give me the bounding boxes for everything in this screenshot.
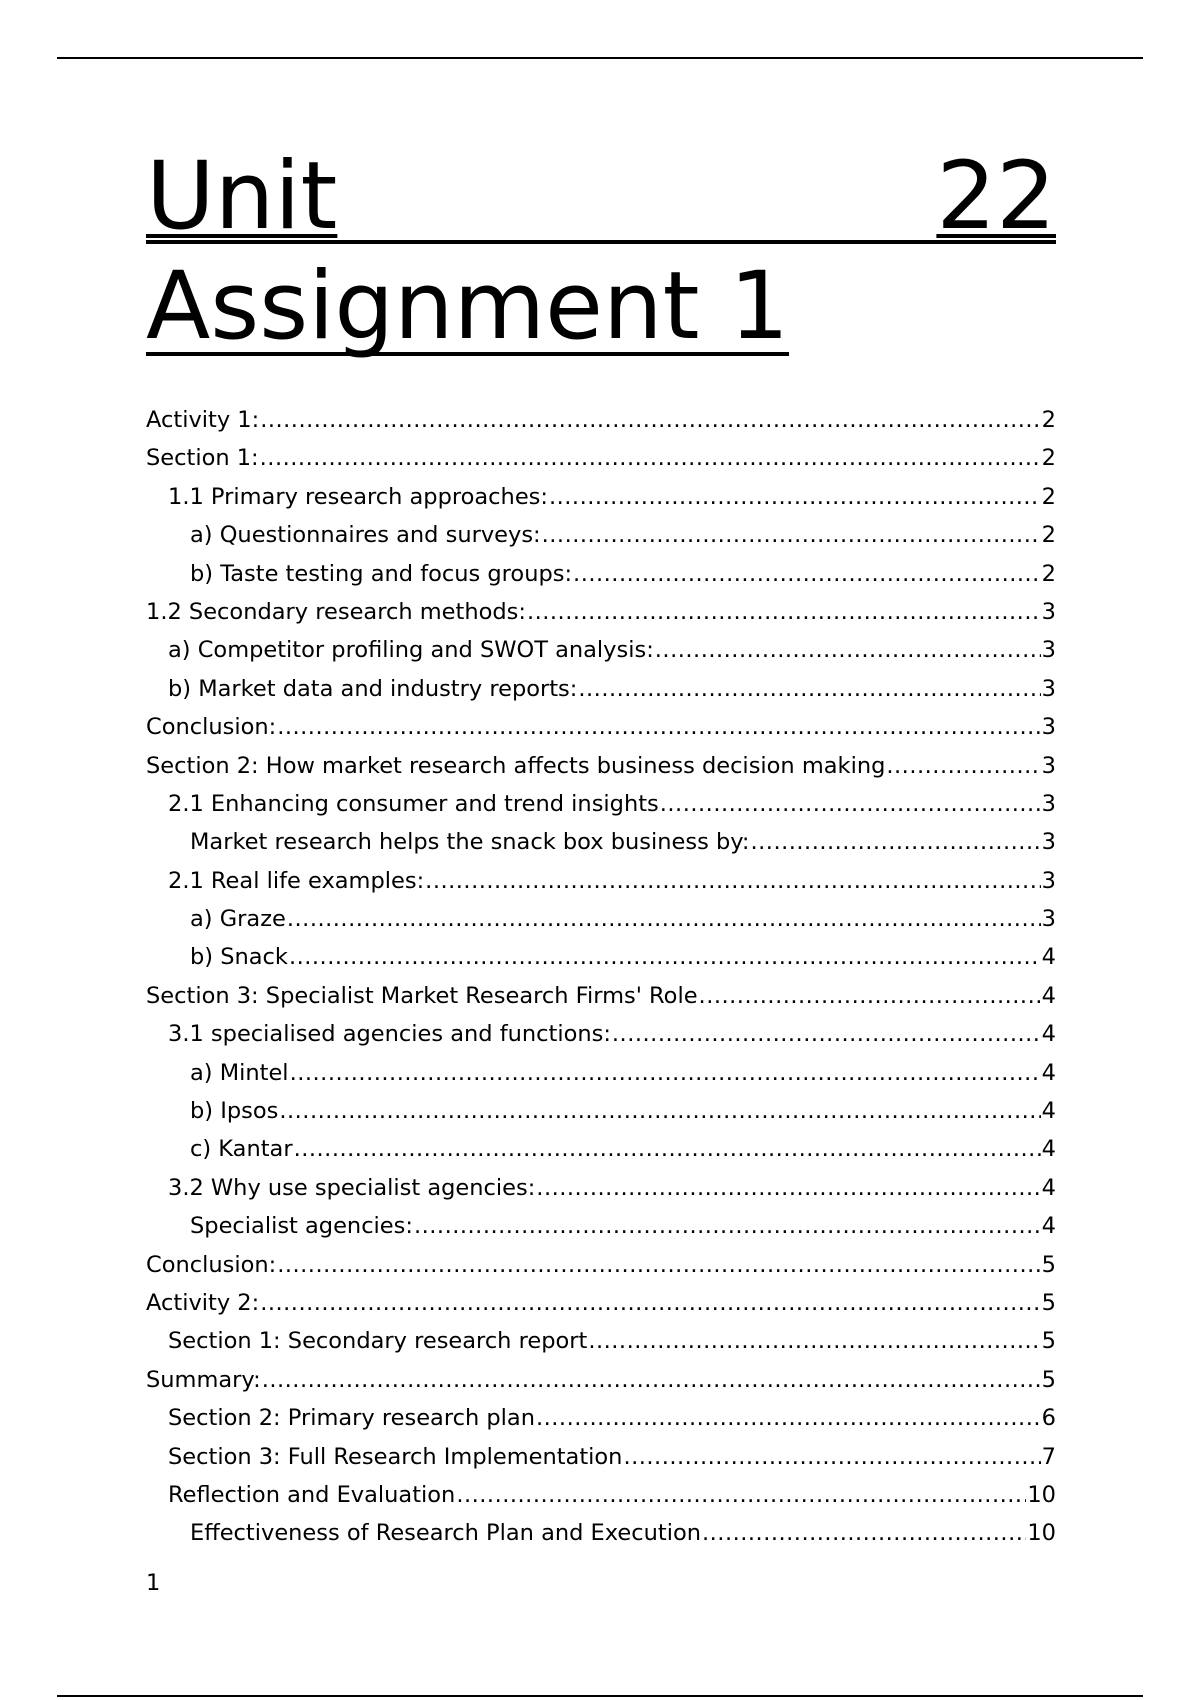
- toc-entry-label: 2.1 Real life examples:: [168, 867, 425, 894]
- toc-entry-page: 3: [1041, 598, 1056, 625]
- toc-dot-leader: [527, 593, 1041, 631]
- title-word-unit: Unit: [146, 142, 338, 251]
- header-rule: [57, 57, 1143, 59]
- toc-dot-leader: [262, 1361, 1041, 1399]
- toc-entry-page: 3: [1041, 790, 1056, 817]
- toc-entry[interactable]: [146, 785, 1056, 823]
- toc-dot-leader: [414, 1207, 1041, 1245]
- toc-entry-page: 4: [1041, 944, 1056, 971]
- toc-entry-label: Summary:: [146, 1366, 261, 1393]
- toc-entry[interactable]: [146, 555, 1056, 593]
- title-line-1: [146, 142, 1056, 251]
- toc-entry[interactable]: [146, 708, 1056, 746]
- toc-dot-leader: [623, 1438, 1040, 1476]
- toc-entry-label: Conclusion:: [146, 714, 277, 741]
- toc-entry-page: 4: [1041, 1098, 1056, 1125]
- toc-entry-label: Section 3: Full Research Implementation: [168, 1443, 623, 1470]
- toc-entry-label: Section 3: Specialist Market Research Firms' Role: [146, 982, 698, 1009]
- toc-entry-page: 5: [1041, 1366, 1056, 1393]
- toc-entry[interactable]: [146, 977, 1056, 1015]
- toc-entry[interactable]: [146, 862, 1056, 900]
- toc-entry-page: 5: [1041, 1289, 1056, 1316]
- toc-entry[interactable]: [146, 1015, 1056, 1053]
- toc-entry[interactable]: [146, 1284, 1056, 1322]
- toc-dot-leader: [750, 823, 1040, 861]
- toc-dot-leader: [287, 900, 1041, 938]
- toc-entry-page: 4: [1041, 1213, 1056, 1240]
- title-line-2: Assignment 1: [146, 252, 790, 361]
- toc-entry-page: 4: [1041, 982, 1056, 1009]
- toc-entry-label: 1.2 Secondary research methods:: [146, 598, 526, 625]
- toc-entry-label: Section 2: Primary research plan: [168, 1405, 535, 1432]
- toc-entry-label: Section 1:: [146, 445, 259, 472]
- toc-entry-label: 3.2 Why use specialist agencies:: [168, 1174, 536, 1201]
- toc-dot-leader: [294, 1130, 1041, 1168]
- toc-entry-page: 10: [1027, 1520, 1056, 1547]
- toc-entry[interactable]: [146, 1514, 1056, 1552]
- toc-dot-leader: [573, 555, 1041, 593]
- toc-entry-label: 2.1 Enhancing consumer and trend insights: [168, 790, 659, 817]
- toc-entry[interactable]: [146, 1476, 1056, 1514]
- toc-dot-leader: [588, 1322, 1040, 1360]
- toc-entry-label: b) Market data and industry reports:: [168, 675, 578, 702]
- page-number: 1: [146, 1570, 161, 1596]
- toc-dot-leader: [290, 1054, 1041, 1092]
- toc-entry-page: 10: [1027, 1481, 1056, 1508]
- toc-dot-leader: [536, 1169, 1040, 1207]
- toc-entry-page: 3: [1041, 637, 1056, 664]
- toc-dot-leader: [612, 1015, 1041, 1053]
- toc-dot-leader: [289, 938, 1041, 976]
- toc-entry-page: 3: [1041, 714, 1056, 741]
- toc-dot-leader: [536, 1399, 1041, 1437]
- toc-entry-page: 7: [1041, 1443, 1056, 1470]
- table-of-contents: [146, 401, 1056, 1553]
- toc-dot-leader: [260, 401, 1040, 439]
- toc-dot-leader: [260, 439, 1041, 477]
- toc-entry-page: 4: [1041, 1174, 1056, 1201]
- toc-entry[interactable]: [146, 823, 1056, 861]
- toc-entry-label: c) Kantar: [190, 1136, 293, 1163]
- toc-entry-label: Activity 2:: [146, 1289, 260, 1316]
- toc-entry-label: Activity 1:: [146, 407, 260, 433]
- toc-entry[interactable]: [146, 593, 1056, 631]
- toc-entry[interactable]: [146, 747, 1056, 785]
- toc-entry-label: 1.1 Primary research approaches:: [168, 483, 548, 510]
- document-title: [146, 142, 1056, 363]
- toc-entry[interactable]: [146, 1054, 1056, 1092]
- toc-entry-label: Effectiveness of Research Plan and Execution: [190, 1520, 701, 1547]
- toc-entry-page: 3: [1041, 675, 1056, 702]
- toc-entry-page: 2: [1041, 522, 1056, 549]
- footer-rule: [57, 1695, 1143, 1697]
- toc-dot-leader: [655, 631, 1041, 669]
- toc-dot-leader: [886, 747, 1040, 785]
- toc-entry-label: b) Ipsos: [190, 1098, 279, 1125]
- toc-entry-page: 3: [1041, 867, 1056, 894]
- toc-dot-leader: [279, 1092, 1040, 1130]
- toc-entry-page: 2: [1041, 445, 1056, 472]
- toc-entry[interactable]: [146, 1246, 1056, 1284]
- toc-dot-leader: [277, 708, 1040, 746]
- toc-entry[interactable]: [146, 439, 1056, 477]
- toc-entry-page: 3: [1041, 752, 1056, 779]
- toc-entry-page: 5: [1041, 1328, 1056, 1355]
- toc-entry[interactable]: [146, 516, 1056, 554]
- toc-entry-label: 3.1 specialised agencies and functions:: [168, 1021, 611, 1048]
- toc-dot-leader: [277, 1246, 1040, 1284]
- toc-entry[interactable]: [146, 1322, 1056, 1360]
- toc-entry[interactable]: [146, 478, 1056, 516]
- toc-entry[interactable]: [146, 1399, 1056, 1437]
- toc-entry[interactable]: [146, 1092, 1056, 1130]
- toc-entry-page: 6: [1041, 1405, 1056, 1432]
- toc-dot-leader: [549, 478, 1041, 516]
- toc-dot-leader: [425, 862, 1041, 900]
- toc-entry-label: Reflection and Evaluation: [168, 1481, 456, 1508]
- toc-entry-label: a) Graze: [190, 906, 286, 933]
- toc-dot-leader: [542, 516, 1041, 554]
- toc-dot-leader: [660, 785, 1041, 823]
- toc-entry[interactable]: [146, 670, 1056, 708]
- toc-entry-label: a) Competitor profiling and SWOT analysis:: [168, 637, 654, 664]
- toc-dot-leader: [702, 1514, 1026, 1552]
- toc-entry-page: 2: [1041, 483, 1056, 510]
- title-word-number: 22: [936, 142, 1056, 251]
- toc-entry-label: Specialist agencies:: [190, 1213, 413, 1240]
- toc-dot-leader: [699, 977, 1041, 1015]
- toc-entry-label: Conclusion:: [146, 1251, 277, 1278]
- toc-entry[interactable]: [146, 1361, 1056, 1399]
- toc-entry-label: Section 1: Secondary research report: [168, 1328, 588, 1355]
- toc-entry-page: 5: [1041, 1251, 1056, 1278]
- document-body: [146, 142, 1056, 1553]
- toc-dot-leader: [578, 670, 1040, 708]
- toc-dot-leader: [260, 1284, 1040, 1322]
- toc-entry[interactable]: [146, 631, 1056, 669]
- toc-entry-page: 4: [1041, 1021, 1056, 1048]
- toc-entry-page: 4: [1041, 1059, 1056, 1086]
- toc-entry-page: 2: [1041, 407, 1056, 433]
- toc-entry-label: a) Mintel: [190, 1059, 289, 1086]
- toc-entry-label: a) Questionnaires and surveys:: [190, 522, 541, 549]
- toc-entry[interactable]: [146, 1207, 1056, 1245]
- toc-entry-label: b) Taste testing and focus groups:: [190, 560, 573, 587]
- toc-entry-page: 4: [1041, 1136, 1056, 1163]
- toc-entry-label: Market research helps the snack box business by:: [190, 829, 750, 856]
- toc-entry-page: 3: [1041, 906, 1056, 933]
- toc-entry-label: Section 2: How market research affects business decision making: [146, 752, 886, 779]
- toc-entry[interactable]: [146, 938, 1056, 976]
- toc-entry-page: 3: [1041, 829, 1056, 856]
- toc-entry[interactable]: [146, 900, 1056, 938]
- toc-entry[interactable]: [146, 1130, 1056, 1168]
- toc-entry[interactable]: [146, 1438, 1056, 1476]
- toc-entry[interactable]: [146, 1169, 1056, 1207]
- toc-entry-page: 2: [1041, 560, 1056, 587]
- toc-entry[interactable]: [146, 401, 1056, 439]
- toc-entry-label: b) Snack: [190, 944, 288, 971]
- toc-dot-leader: [456, 1476, 1026, 1514]
